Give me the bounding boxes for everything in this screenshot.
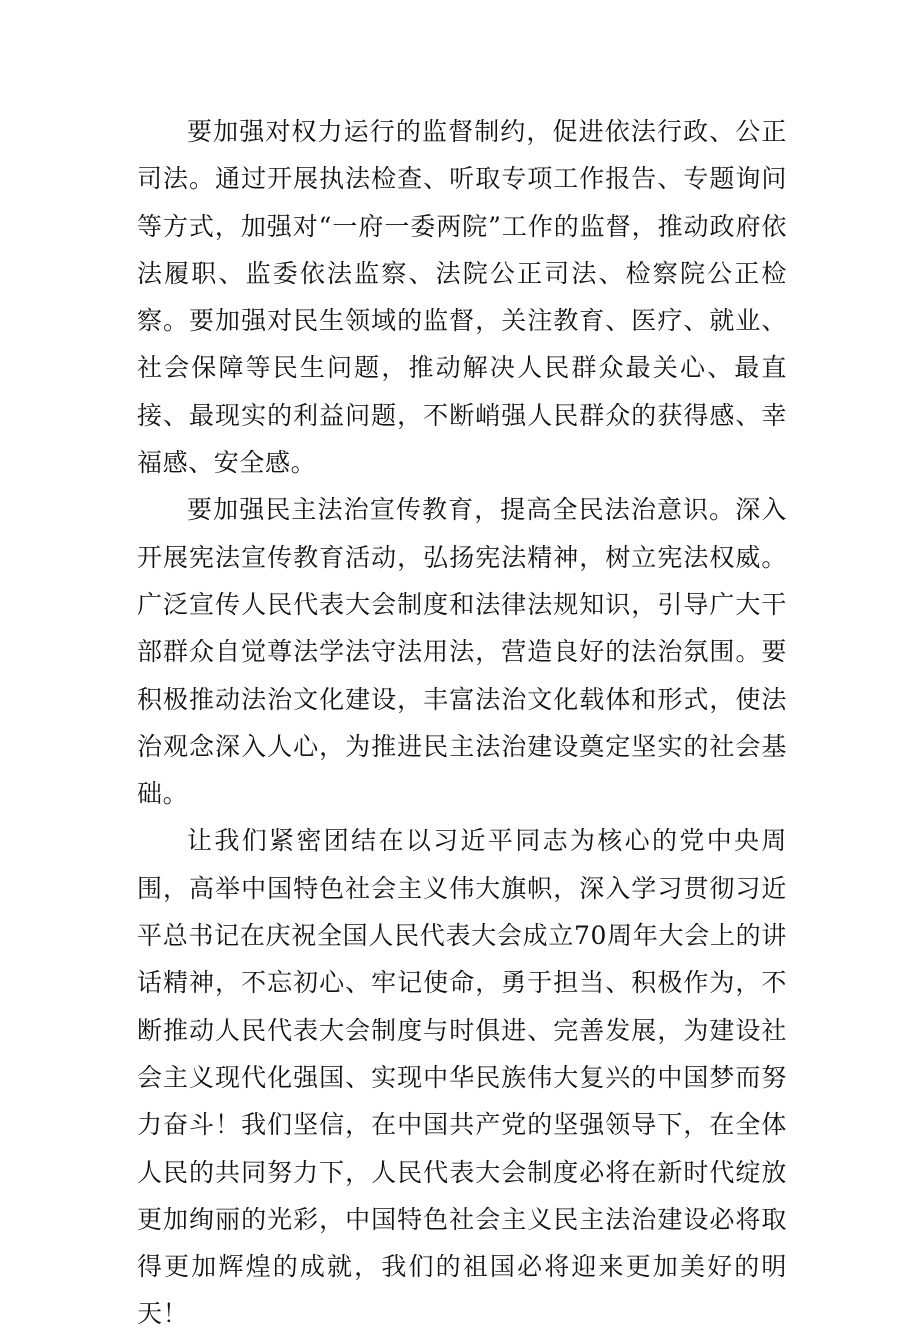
- paragraph-legal-education: 要加强民主法治宣传教育，提高全民法治意识。深入开展宪法宣传教育活动，弘扬宪法精神，树立宪法权威。广泛宣传人民代表大会制度和法律法规知识，引导广大干部群众自觉尊法学法守法用法，营造良好的法治氛围。要积极推动法治文化建设，丰富法治文化载体和形式，使法治观念深入人心，为推进民主法治建设奠定坚实的社会基础。: [137, 495, 787, 809]
- paragraph-supervision: 要加强对权力运行的监督制约，促进依法行政、公正司法。通过开展执法检查、听取专项工作报告、专题询问等方式，加强对“一府一委两院”工作的监督，推动政府依法履职、监委依法监察、法院公正司法、检察院公正检察。要加强对民生领域的监督，关注教育、医疗、就业、社会保障等民生问题，推动解决人民群众最关心、最直接、最现实的利益问题，不断峭强人民群众的获得感、幸福感、安全感。: [137, 117, 787, 478]
- paragraph-closing: 让我们紧密团结在以习近平同志为核心的党中央周围，高举中国特色社会主义伟大旗帜，深入学习贯彻习近平总书记在庆祝全国人民代表大会成立70周年大会上的讲话精神，不忘初心、牢记使命，勇于担当、积极作为，不断推动人民代表大会制度与时俱进、完善发展，为建设社会主义现代化强国、实现中华民族伟大复兴的中国梦而努力奋斗！我们坚信，在中国共产党的坚强领导下，在全体人民的共同努力下，人民代表大会制度必将在新时代绽放更加绚丽的光彩，中国特色社会主义民主法治建设必将取得更加辉煌的成就，我们的祖国必将迎来更加美好的明天！: [137, 826, 787, 1329]
- document-body: [137, 108, 787, 1338]
